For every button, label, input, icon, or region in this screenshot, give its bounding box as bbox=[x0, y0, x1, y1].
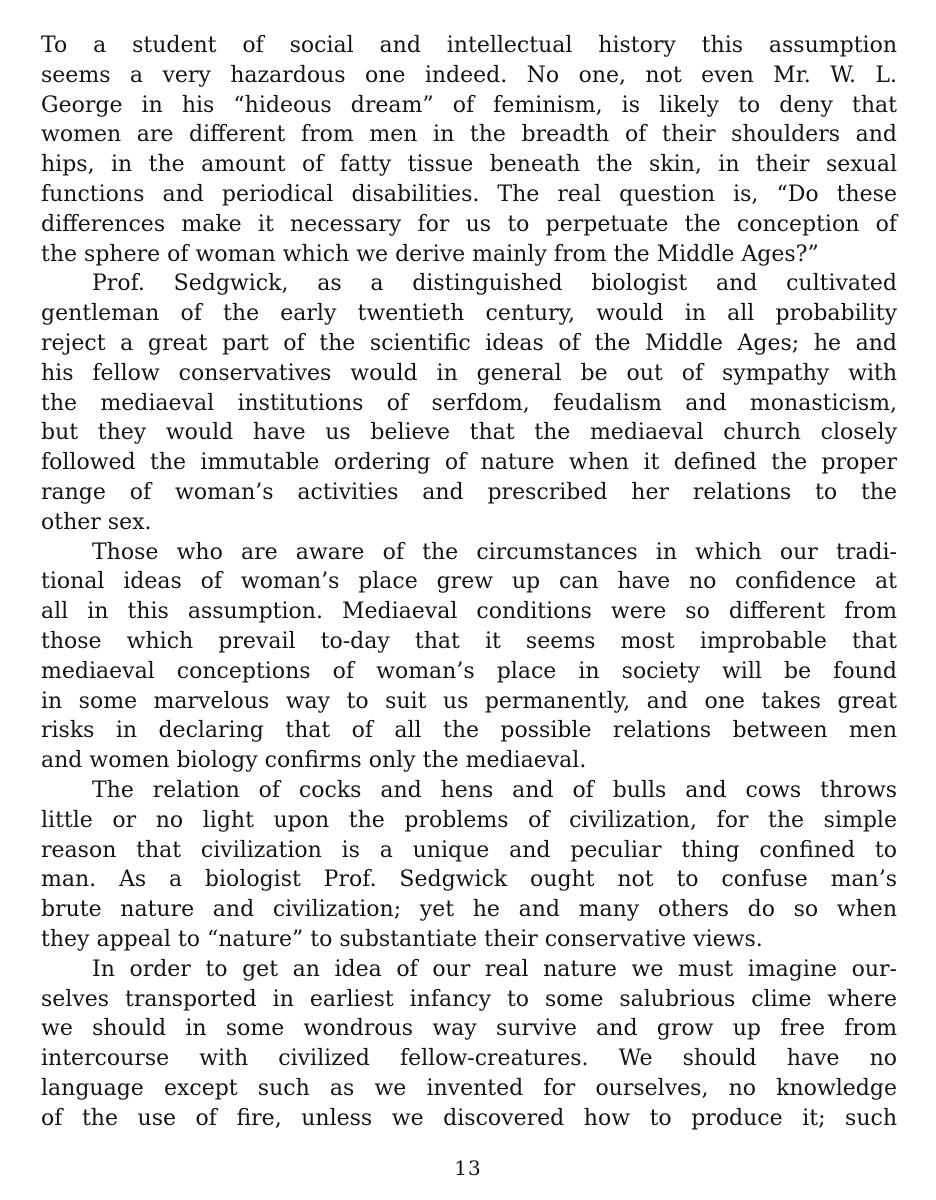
page-number: 13 bbox=[454, 1156, 482, 1180]
paragraph bbox=[41, 31, 897, 269]
text-line: the mediaeval institutions of serfdom, feudalism and monasticism, bbox=[41, 390, 897, 416]
paragraph bbox=[41, 776, 897, 955]
text-line: reason that civilization is a unique and peculiar thing confined to bbox=[41, 837, 897, 863]
text-line: the sphere of woman which we derive mainly from the Middle Ages?” bbox=[41, 241, 819, 267]
text-line: mediaeval conceptions of woman’s place in society will be found bbox=[41, 658, 897, 684]
text-line: seems a very hazardous one indeed. No one, not even Mr. W. L. bbox=[41, 62, 897, 88]
text-line: Those who are aware of the circumstances in which our tradi- bbox=[92, 539, 897, 565]
paragraph bbox=[41, 269, 897, 537]
paragraph bbox=[41, 955, 897, 1134]
text-line: functions and periodical disabilities. The real question is, “Do these bbox=[41, 181, 897, 207]
text-line: risks in declaring that of all the possible relations between men bbox=[41, 718, 897, 744]
text-line: language except such as we invented for ourselves, no knowledge bbox=[41, 1075, 897, 1101]
text-line: In order to get an idea of our real nature we must imagine our- bbox=[92, 956, 897, 982]
text-line: followed the immutable ordering of nature when it defined the proper bbox=[41, 450, 897, 476]
text-line: reject a great part of the scientific ideas of the Middle Ages; he and bbox=[41, 330, 897, 356]
text-line: Prof. Sedgwick, as a distinguished biologist and cultivated bbox=[92, 271, 897, 297]
text-line: intercourse with civilized fellow-creatures. We should have no bbox=[41, 1046, 897, 1072]
text-line: range of woman’s activities and prescribed her relations to the bbox=[41, 479, 897, 505]
text-line: in some marvelous way to suit us permanently, and one takes great bbox=[41, 688, 897, 714]
text-line: The relation of cocks and hens and of bulls and cows throws bbox=[92, 777, 897, 803]
text-line: gentleman of the early twentieth century, would in all probability bbox=[41, 301, 897, 327]
text-line: women are different from men in the breadth of their shoulders and bbox=[41, 122, 897, 148]
text-line: all in this assumption. Mediaeval conditions were so different from bbox=[41, 599, 897, 625]
text-line: George in his “hideous dream” of feminism, is likely to deny that bbox=[41, 92, 897, 118]
text-line: of the use of fire, unless we discovered how to produce it; such bbox=[41, 1105, 897, 1131]
text-line: selves transported in earliest infancy to some salubrious clime where bbox=[41, 986, 897, 1012]
text-line: we should in some wondrous way survive and grow up free from bbox=[41, 1016, 897, 1042]
text-line: man. As a biologist Prof. Sedgwick ought not to confuse man’s bbox=[41, 867, 897, 893]
text-line: and women biology confirms only the mediaeval. bbox=[41, 748, 587, 774]
paragraph bbox=[41, 538, 897, 776]
text-line: but they would have us believe that the mediaeval church closely bbox=[41, 420, 897, 446]
text-line: they appeal to “nature” to substantiate their conservative views. bbox=[41, 926, 763, 952]
text-line: hips, in the amount of fatty tissue beneath the skin, in their sexual bbox=[41, 152, 897, 178]
text-line: brute nature and civilization; yet he and many others do so when bbox=[41, 897, 897, 923]
text-line: tional ideas of woman’s place grew up can have no confidence at bbox=[41, 569, 897, 595]
text-line: other sex. bbox=[41, 509, 152, 535]
text-line: differences make it necessary for us to perpetuate the conception of bbox=[41, 211, 897, 237]
text-line: To a student of social and intellectual history this assumption bbox=[41, 33, 897, 58]
text-line: little or no light upon the problems of civilization, for the simple bbox=[41, 807, 897, 833]
text-line: his fellow conservatives would in general be out of sympathy with bbox=[41, 360, 897, 386]
body-text bbox=[41, 31, 897, 1133]
text-line: those which prevail to-day that it seems most improbable that bbox=[41, 628, 897, 654]
